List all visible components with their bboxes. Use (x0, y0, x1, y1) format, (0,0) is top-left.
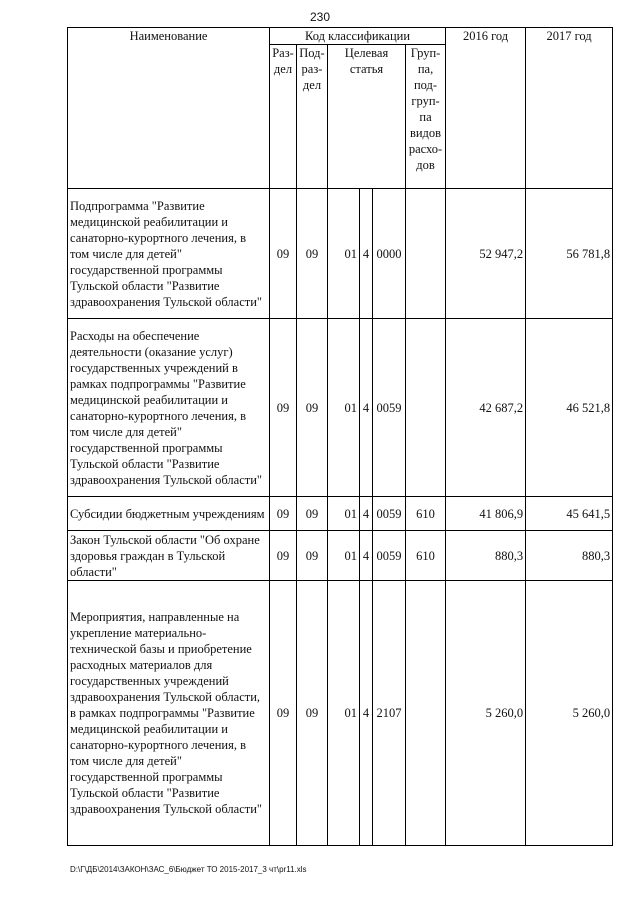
header-razdel: Раз-дел (270, 45, 297, 189)
row-podrazdel: 09 (297, 581, 328, 846)
row-vid (406, 581, 446, 846)
row-razdel: 09 (270, 189, 297, 319)
row-ts-program: 01 (328, 319, 360, 497)
row-podrazdel: 09 (297, 189, 328, 319)
row-razdel: 09 (270, 531, 297, 581)
row-ts-subprogram: 4 (360, 531, 373, 581)
row-ts-program: 01 (328, 497, 360, 531)
row-2017: 56 781,8 (526, 189, 613, 319)
row-name: Субсидии бюджетным учреждениям (68, 497, 270, 531)
row-podrazdel: 09 (297, 319, 328, 497)
header-gruppa: Груп-па, под-груп-па видов расхо-дов (406, 45, 446, 189)
row-ts-subprogram: 4 (360, 581, 373, 846)
row-ts-direction: 0059 (373, 497, 406, 531)
header-code-group: Код классификации (270, 28, 446, 45)
row-2017: 5 260,0 (526, 581, 613, 846)
table-row (68, 531, 613, 581)
row-vid: 610 (406, 531, 446, 581)
row-razdel: 09 (270, 497, 297, 531)
row-ts-direction: 0000 (373, 189, 406, 319)
header-2016: 2016 год (446, 28, 526, 189)
row-2017: 45 641,5 (526, 497, 613, 531)
header-2017: 2017 год (526, 28, 613, 189)
header-name: Наименование (68, 28, 270, 189)
row-vid (406, 319, 446, 497)
page-number: 230 (309, 10, 331, 24)
row-ts-subprogram: 4 (360, 189, 373, 319)
row-2016: 42 687,2 (446, 319, 526, 497)
row-ts-direction: 0059 (373, 531, 406, 581)
row-ts-program: 01 (328, 581, 360, 846)
table-row (68, 319, 613, 497)
row-2017: 46 521,8 (526, 319, 613, 497)
row-2016: 5 260,0 (446, 581, 526, 846)
table-row (68, 497, 613, 531)
row-razdel: 09 (270, 319, 297, 497)
row-name: Подпрограмма "Развитие медицинской реабилитации и санаторно-курортного лечения, в том числе для детей" государственной программы Тульской области "Развитие здравоохранения Тульской области" (68, 189, 270, 319)
row-vid (406, 189, 446, 319)
file-path-footer: D:\Г\ДБ\2014\ЗАКОН\ЗАС_6\Бюджет ТО 2015-2017_3 чт\pr11.xls (70, 865, 307, 874)
row-name: Мероприятия, направленные на укрепление материально-технической базы и приобретение расходных материалов для государственных учреждений здравоохранения Тульской области, в рамках подпрограммы "Развитие медицинской реабилитации и санаторно-курортного лечения, в том числе для детей" государственной программы Тульской области "Развитие здравоохранения Тульской области" (68, 581, 270, 846)
header-tselevaya-statya: Целевая статья (328, 45, 406, 189)
row-razdel: 09 (270, 581, 297, 846)
row-ts-subprogram: 4 (360, 497, 373, 531)
row-ts-direction: 0059 (373, 319, 406, 497)
row-ts-program: 01 (328, 531, 360, 581)
row-ts-subprogram: 4 (360, 319, 373, 497)
header-podrazdel: Под-раз-дел (297, 45, 328, 189)
row-2016: 880,3 (446, 531, 526, 581)
row-name: Закон Тульской области "Об охране здоровья граждан в Тульской области" (68, 531, 270, 581)
budget-table (67, 27, 613, 846)
row-vid: 610 (406, 497, 446, 531)
row-podrazdel: 09 (297, 531, 328, 581)
row-ts-direction: 2107 (373, 581, 406, 846)
row-2016: 52 947,2 (446, 189, 526, 319)
row-2016: 41 806,9 (446, 497, 526, 531)
row-name: Расходы на обеспечение деятельности (оказание услуг) государственных учреждений в рамках подпрограммы "Развитие медицинской реабилитации и санаторно-курортного лечения, в том числе для детей" государственной программы Тульской области "Развитие здравоохранения Тульской области" (68, 319, 270, 497)
row-podrazdel: 09 (297, 497, 328, 531)
row-ts-program: 01 (328, 189, 360, 319)
table-row (68, 189, 613, 319)
table-row (68, 581, 613, 846)
row-2017: 880,3 (526, 531, 613, 581)
